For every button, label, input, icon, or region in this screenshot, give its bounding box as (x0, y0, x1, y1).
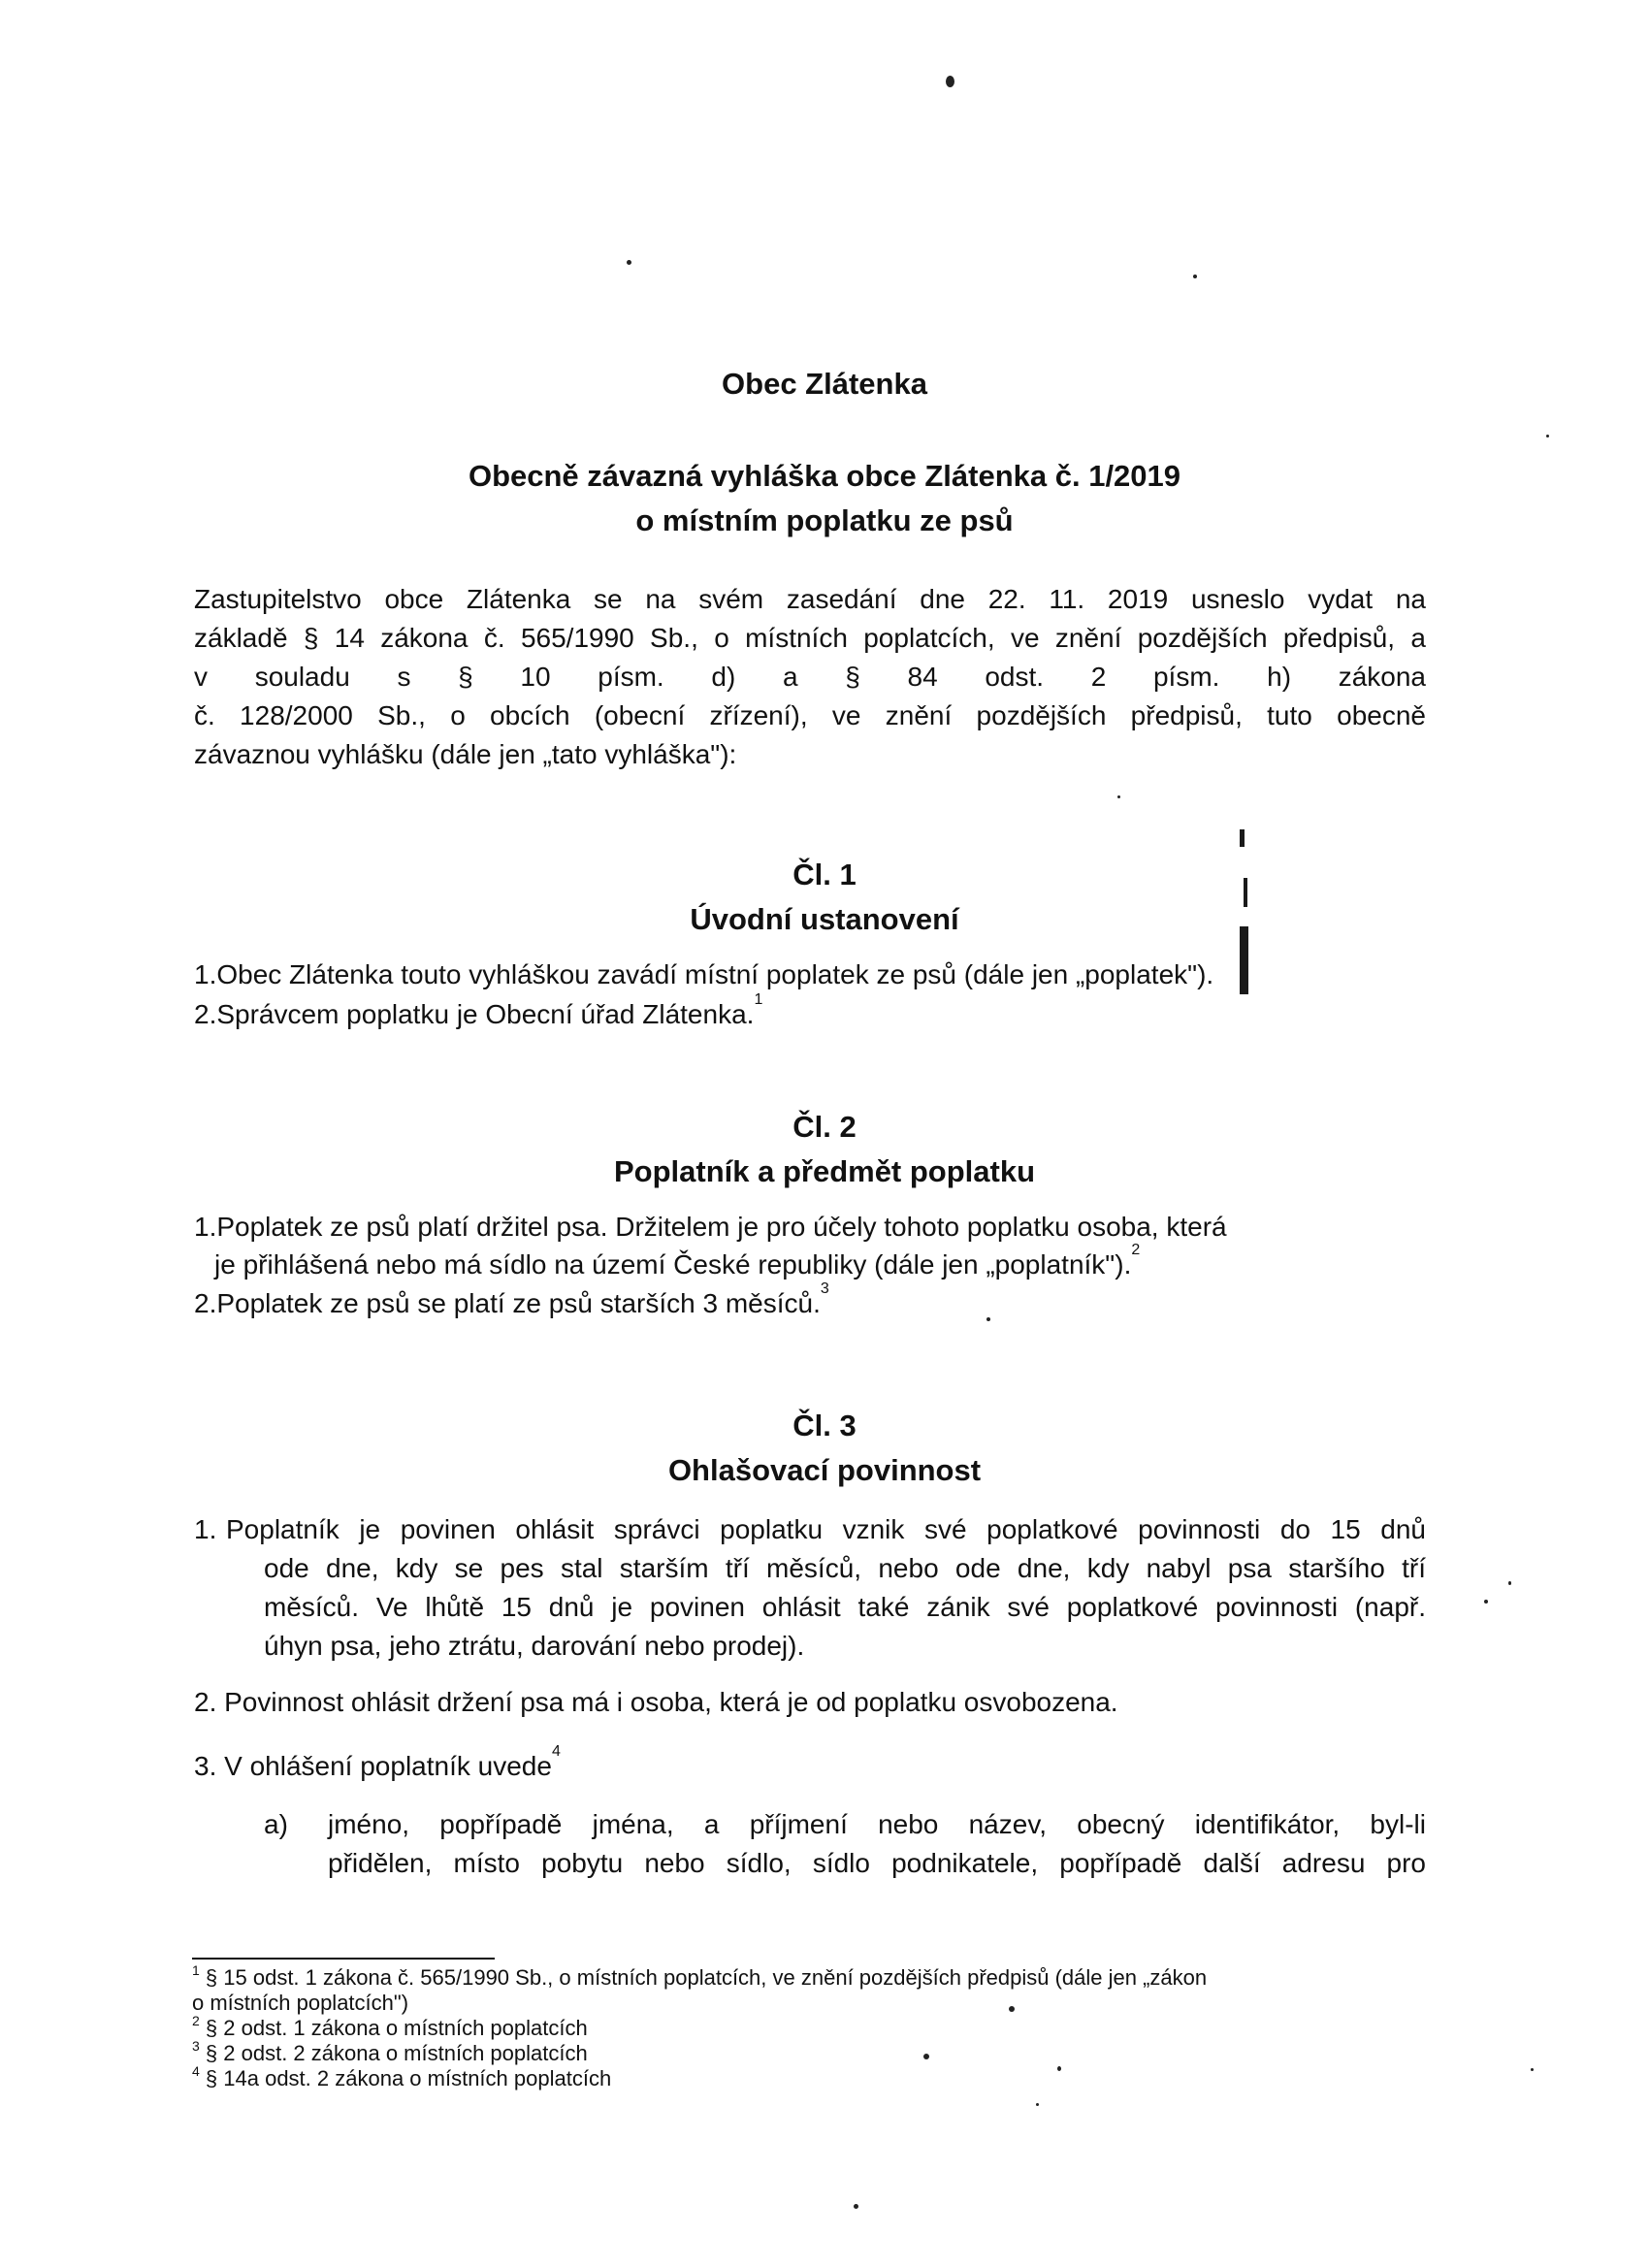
ordinance-title-line2: o místním poplatku ze psů (635, 503, 1014, 537)
article-3-sub-a-label: a) (264, 1809, 288, 1839)
article-3-item-number: 1. (194, 1514, 217, 1544)
footnote-mark: 2 (192, 2013, 200, 2028)
intro-line: v souladu s § 10 písm. d) a § 84 odst. 2 písm. h) zákona (194, 662, 1426, 692)
article-3-sub-a: jméno, popřípadě jména, a příjmení nebo název, obecný identifikátor, byl-li přidělen, místo pobytu nebo sídlo, sídlo podnikatele, popřípadě další adresu pro (328, 1809, 1426, 1878)
article-3-number: Čl. 3 (792, 1409, 857, 1442)
article-2-number: Čl. 2 (792, 1110, 857, 1144)
article-3-item-3: 3. V ohlášení poplatník uvede$^4$ (194, 1743, 561, 1781)
article-2-item: je přihlášená nebo má sídlo na území České republiky (dále jen „poplatník").$^2$ (214, 1242, 1141, 1280)
article-1-item: 2.Správcem poplatku je Obecní úřad Zlátenka.$^1$ (194, 991, 763, 1029)
article-2-heading: Poplatník a předmět poplatku (613, 1154, 1036, 1188)
footnote-mark: 3 (192, 2038, 200, 2054)
municipality-heading: Obec Zlátenka (722, 367, 927, 401)
article-3-item-1-cont: ode dne, kdy se pes stal starším tří měsíců, nebo ode dne, kdy nabyl psa staršího tří měsíců. Ve lhůtě 15 dnů je povinen ohlásit také zánik své poplatkové povinnosti (např. úhyn psa, jeho ztrátu, darování nebo prodej). (264, 1553, 1426, 1661)
footnote-mark: 1 (192, 1962, 200, 1978)
footnote-ref: 2 (1131, 1242, 1141, 1258)
article-2-item: 1.Poplatek ze psů platí držitel psa. Držitelem je pro účely tohoto poplatku osoba, která (194, 1212, 1227, 1242)
footnote-ref: 1 (754, 991, 763, 1008)
footnote-4: $^4$ § 14a odst. 2 zákona o místních poplatcích (192, 2063, 612, 2090)
ordinance-title (0, 454, 1649, 543)
intro-line: základě § 14 zákona č. 565/1990 Sb., o místních poplatcích, ve znění pozdějších předpisů, a (194, 623, 1426, 653)
article-1-number: Čl. 1 (792, 858, 857, 891)
footnote-3: $^3$ § 2 odst. 2 zákona o místních poplatcích (192, 2038, 588, 2065)
article-2-item: 2.Poplatek ze psů se platí ze psů starších 3 měsíců.$^3$ (194, 1280, 829, 1318)
footnote-mark: 4 (192, 2063, 200, 2079)
article-3-item-1: Poplatník je povinen ohlásit správci poplatku vznik své poplatkové povinnosti do 15 dnů (226, 1514, 1426, 1544)
ordinance-title-line1: Obecně závazná vyhláška obce Zlátenka č. 1/2019 (468, 459, 1181, 493)
footnote-2: $^2$ § 2 odst. 1 zákona o místních poplatcích (192, 2013, 588, 2040)
article-1-heading: Úvodní ustanovení (690, 902, 959, 936)
intro-line: závaznou vyhlášku (dále jen „tato vyhláška"): (194, 739, 737, 769)
footnote-ref: 3 (820, 1280, 829, 1297)
intro-paragraph (194, 580, 1426, 774)
footnote-separator (192, 1958, 495, 1960)
article-3-item-2: 2. Povinnost ohlásit držení psa má i osoba, která je od poplatku osvobozena. (194, 1687, 1118, 1717)
article-3-heading: Ohlašovací povinnost (667, 1453, 982, 1487)
footnote-ref: 4 (551, 1743, 561, 1760)
intro-line: Zastupitelstvo obce Zlátenka se na svém zasedání dne 22. 11. 2019 usneslo vydat na (194, 584, 1426, 614)
footnote-1: $^1$ § 15 odst. 1 zákona č. 565/1990 Sb., o místních poplatcích, ve znění pozdějších předpisů (dále jen „zákon o místních poplatcích") (192, 1962, 1208, 2015)
article-1-item: 1.Obec Zlátenka touto vyhláškou zavádí místní poplatek ze psů (dále jen „poplatek"). (194, 959, 1214, 989)
intro-line: č. 128/2000 Sb., o obcích (obecní zřízení), ve znění pozdějších předpisů, tuto obecně (194, 700, 1426, 730)
